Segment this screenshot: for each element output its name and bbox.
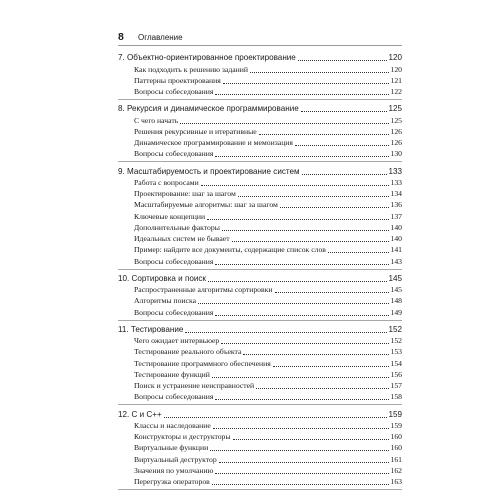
toc-entry: [118, 465, 402, 476]
dot-leader: [301, 111, 388, 112]
page-number: 8: [118, 31, 124, 43]
entry-page-number: 126: [390, 126, 402, 136]
toc-entry: [118, 75, 402, 86]
toc-entry: [118, 357, 402, 368]
entry-page-number: 163: [390, 477, 402, 486]
toc-entry: [118, 453, 402, 464]
chapter-title: 8. Рекурсия и динамическое программирование: [118, 104, 299, 114]
toc-entry: [118, 306, 402, 317]
dot-leader: [210, 450, 389, 451]
entry-title: Вопросы собеседования: [134, 149, 214, 159]
toc-entry: [118, 233, 402, 244]
dot-leader: [328, 252, 390, 253]
dot-leader: [298, 60, 388, 61]
dot-leader: [280, 207, 390, 208]
entry-title: Классы и наследование: [134, 420, 211, 430]
chapter-title: 12. C и C++: [118, 409, 162, 419]
entry-title: Конструкторы и деструкторы: [134, 432, 231, 441]
dot-leader: [302, 174, 388, 175]
dot-leader: [243, 354, 389, 355]
toc-entry: [118, 210, 402, 221]
dot-leader: [208, 281, 388, 282]
dot-leader: [201, 185, 390, 186]
entry-page-number: 157: [390, 381, 402, 390]
entry-page-number: 156: [390, 369, 402, 379]
entry-title: Пример: найдите все документы, содержащие список слов: [134, 245, 326, 255]
entry-page-number: 126: [390, 138, 402, 147]
entry-page-number: 149: [390, 307, 402, 317]
entry-page-number: 140: [390, 222, 402, 232]
dot-leader: [164, 417, 388, 418]
entry-page-number: 125: [390, 115, 402, 125]
toc-entry: [118, 222, 402, 233]
toc-entry: [118, 442, 402, 453]
toc-entry: [118, 244, 402, 255]
dot-leader: [221, 343, 389, 344]
toc-entry: [118, 114, 402, 125]
dot-leader: [295, 145, 390, 146]
chapter-title: 9. Масштабируемость и проектирование систем: [118, 166, 300, 176]
entry-title: Поиск и устранение неисправностей: [134, 381, 255, 390]
dot-leader: [212, 484, 390, 485]
dot-leader: [219, 462, 390, 463]
entry-page-number: 160: [390, 432, 402, 441]
entry-title: Ключевые концепции: [134, 211, 206, 221]
toc-section: [118, 408, 402, 490]
entry-title: Тестирование реального объекта: [134, 347, 242, 357]
chapter-page-number: 120: [388, 53, 402, 63]
entry-title: Вопросы собеседования: [134, 256, 214, 266]
dot-leader: [273, 366, 390, 367]
entry-title: Виртуальный деструктор: [134, 454, 217, 464]
entry-title: Работа с вопросами: [134, 177, 199, 187]
dot-leader: [259, 134, 390, 135]
toc-entry: [118, 137, 402, 148]
dot-leader: [222, 230, 390, 231]
toc-entry: [118, 420, 402, 431]
toc-entry: [118, 431, 402, 442]
entry-title: Алгоритмы поиска: [134, 296, 196, 306]
chapter-title: 10. Сортировка и поиск: [118, 273, 206, 283]
entry-page-number: 154: [390, 358, 402, 368]
running-head: Оглавление: [138, 33, 183, 42]
dot-leader: [238, 196, 390, 197]
toc-section: [118, 273, 402, 321]
toc-section: [118, 324, 402, 406]
chapter-title: 7. Объектно-ориентированное проектирование: [118, 53, 296, 63]
entry-title: Проектирование: шаг за шагом: [134, 189, 236, 198]
entry-title: Чего ожидает интервьюер: [134, 336, 220, 345]
entry-page-number: 140: [390, 234, 402, 243]
entry-title: Идеальных систем не бывает: [134, 234, 230, 243]
dot-leader: [223, 83, 390, 84]
dot-leader: [198, 303, 389, 304]
entry-title: Вопросы собеседования: [134, 392, 214, 402]
entry-title: Распространенные алгоритмы сортировки: [134, 285, 273, 294]
dot-leader: [207, 219, 389, 220]
toc-entry: [118, 380, 402, 391]
chapter-page-number: 125: [388, 104, 402, 114]
entry-title: Тестирование программного обеспечения: [134, 358, 271, 368]
entry-page-number: 141: [390, 245, 402, 255]
dot-leader: [212, 377, 390, 378]
dot-leader: [185, 332, 387, 333]
toc-entry: [118, 148, 402, 159]
entry-title: Вопросы собеседования: [134, 307, 214, 317]
chapter-page-number: 133: [388, 166, 402, 176]
entry-page-number: 121: [390, 75, 402, 85]
toc-chapter-entry: [118, 52, 402, 63]
entry-title: Тестирование функций: [134, 369, 210, 379]
entry-page-number: 145: [390, 285, 402, 294]
entry-page-number: 159: [390, 420, 402, 430]
entry-page-number: 162: [390, 465, 402, 475]
toc-entry: [118, 199, 402, 210]
chapter-title: 11. Тестирование: [118, 324, 184, 334]
toc-entry: [118, 284, 402, 295]
entry-title: Паттерны проектирования: [134, 75, 221, 85]
dot-leader: [215, 264, 389, 265]
toc-entry: [118, 63, 402, 74]
toc-entry: [118, 188, 402, 199]
dot-leader: [213, 428, 390, 429]
toc-entry: [118, 369, 402, 380]
entry-page-number: 158: [390, 392, 402, 402]
toc-entry: [118, 86, 402, 97]
dot-leader: [215, 473, 389, 474]
dot-leader: [215, 315, 389, 316]
dot-leader: [233, 439, 390, 440]
toc-entry: [118, 177, 402, 188]
toc-section: [118, 165, 402, 269]
chapter-page-number: 152: [388, 324, 402, 334]
toc-chapter-entry: [118, 324, 402, 335]
chapter-page-number: 145: [388, 273, 402, 283]
page-header: [118, 31, 402, 46]
toc-entry: [118, 126, 402, 137]
toc-chapter-entry: [118, 408, 402, 419]
entry-page-number: 136: [390, 200, 402, 210]
entry-title: Как подходить к решению заданий: [134, 64, 248, 74]
entry-title: Дополнительные факторы: [134, 222, 220, 232]
entry-page-number: 148: [390, 296, 402, 306]
entry-page-number: 133: [390, 177, 402, 187]
dot-leader: [275, 292, 390, 293]
entry-page-number: 130: [390, 149, 402, 159]
toc-chapter-entry: [118, 273, 402, 284]
entry-page-number: 137: [390, 211, 402, 221]
dot-leader: [215, 156, 389, 157]
entry-title: Вопросы собеседования: [134, 87, 214, 96]
entry-page-number: 120: [390, 64, 402, 74]
toc-chapter-entry: [118, 165, 402, 176]
toc-section: [118, 103, 402, 162]
toc-entry: [118, 391, 402, 402]
entry-title: Масштабируемые алгоритмы: шаг за шагом: [134, 200, 278, 210]
entry-page-number: 152: [390, 336, 402, 345]
entry-title: Перегрузка операторов: [134, 477, 210, 486]
entry-title: С чего начать: [134, 115, 179, 125]
table-of-contents: [118, 52, 402, 493]
toc-entry: [118, 476, 402, 487]
entry-page-number: 143: [390, 256, 402, 266]
entry-page-number: 134: [390, 189, 402, 198]
toc-entry: [118, 335, 402, 346]
toc-entry: [118, 295, 402, 306]
dot-leader: [215, 399, 389, 400]
entry-title: Виртуальные функции: [134, 443, 209, 453]
dot-leader: [250, 72, 389, 73]
toc-entry: [118, 346, 402, 357]
toc-entry: [118, 255, 402, 266]
dot-leader: [232, 241, 390, 242]
entry-page-number: 161: [390, 454, 402, 464]
chapter-page-number: 159: [388, 409, 402, 419]
entry-page-number: 122: [390, 87, 402, 96]
entry-title: Динамическое программирование и мемоизация: [134, 138, 293, 147]
entry-title: Решения рекурсивные и итеративные: [134, 126, 257, 136]
entry-page-number: 153: [390, 347, 402, 357]
entry-title: Значения по умолчанию: [134, 465, 214, 475]
toc-section: [118, 52, 402, 100]
toc-chapter-entry: [118, 103, 402, 114]
entry-page-number: 160: [390, 443, 402, 453]
dot-leader: [256, 388, 389, 389]
dot-leader: [180, 123, 389, 124]
dot-leader: [215, 94, 389, 95]
